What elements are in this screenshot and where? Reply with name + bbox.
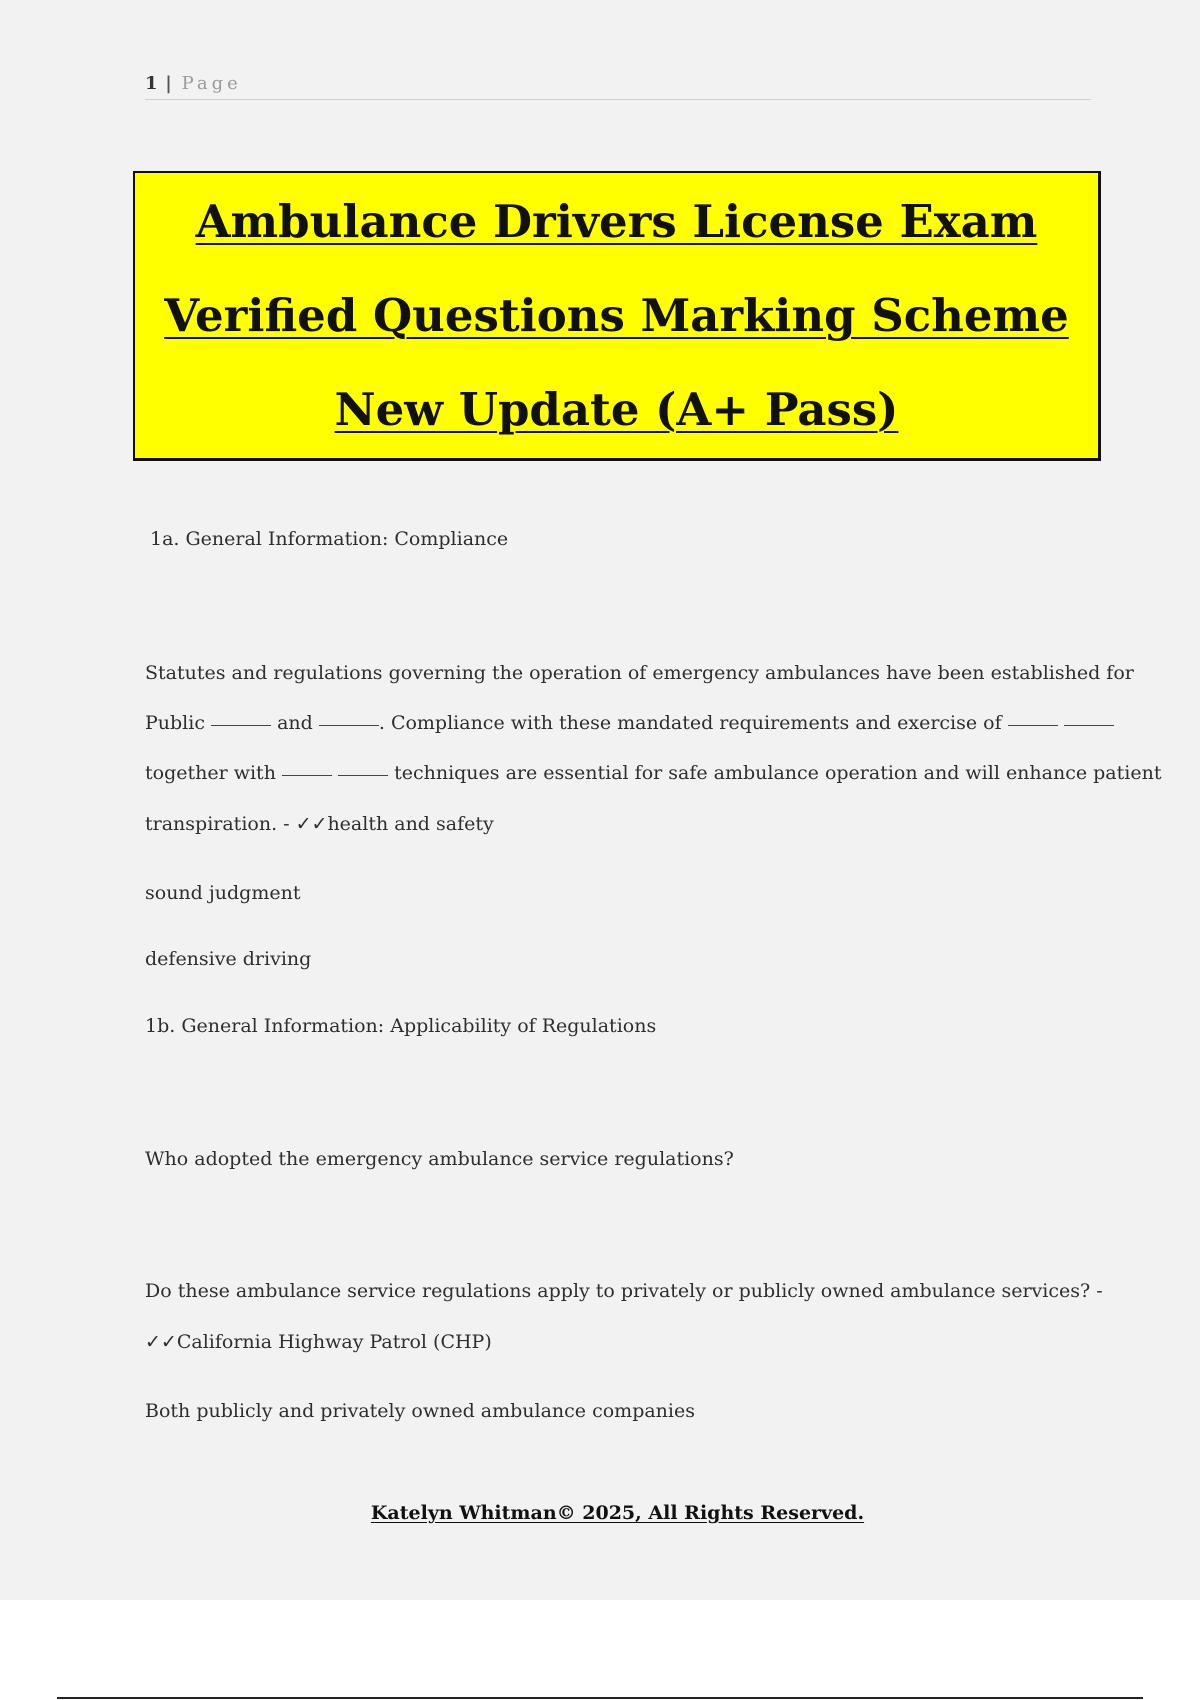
question-1-line-3: [145, 762, 1161, 784]
question-1-text-and: and: [277, 712, 313, 734]
question-1-line-2: [145, 712, 1114, 734]
page-number: 1: [145, 73, 158, 94]
title-line-2: Verified Questions Marking Scheme: [164, 288, 1069, 342]
answer-chp: ✓✓California Highway Patrol (CHP): [145, 1331, 492, 1353]
fill-blank: [211, 724, 271, 726]
header-separator: |: [165, 73, 172, 94]
answer-both-companies: Both publicly and privately owned ambulance companies: [145, 1400, 695, 1422]
question-1-line-1: Statutes and regulations governing the operation of emergency ambulances have been established for: [145, 662, 1134, 684]
fill-blank: [1064, 724, 1114, 726]
answer-sound-judgment: sound judgment: [145, 882, 301, 904]
section-heading-1b: 1b. General Information: Applicability of Regulations: [145, 1015, 657, 1037]
title-banner: [133, 171, 1101, 461]
question-1-text-public: Public: [145, 712, 205, 734]
fill-blank: [282, 774, 332, 776]
title-line-1: Ambulance Drivers License Exam: [195, 194, 1038, 248]
page-header: [145, 72, 1091, 100]
title-line-3: New Update (A+ Pass): [334, 382, 899, 436]
question-1-line-4: transpiration. - ✓✓health and safety: [145, 813, 494, 835]
copyright-notice: Katelyn Whitman© 2025, All Rights Reserved.: [370, 1502, 865, 1524]
fill-blank: [338, 774, 388, 776]
answer-defensive-driving: defensive driving: [145, 948, 312, 970]
bottom-divider: [57, 1697, 1143, 1699]
fill-blank: [319, 724, 379, 726]
question-2: Who adopted the emergency ambulance service regulations?: [145, 1148, 734, 1170]
page-label: Page: [181, 73, 242, 94]
section-heading-1a: 1a. General Information: Compliance: [150, 528, 509, 550]
page-footer: [0, 1502, 1200, 1524]
question-3: Do these ambulance service regulations apply to privately or publicly owned ambulance services? -: [145, 1280, 1103, 1302]
question-1-text-compliance: . Compliance with these mandated requirements and exercise of: [378, 712, 1002, 734]
fill-blank: [1008, 724, 1058, 726]
question-1-text-together: together with: [145, 762, 276, 784]
question-1-text-techniques: techniques are essential for safe ambulance operation and will enhance patient: [394, 762, 1162, 784]
